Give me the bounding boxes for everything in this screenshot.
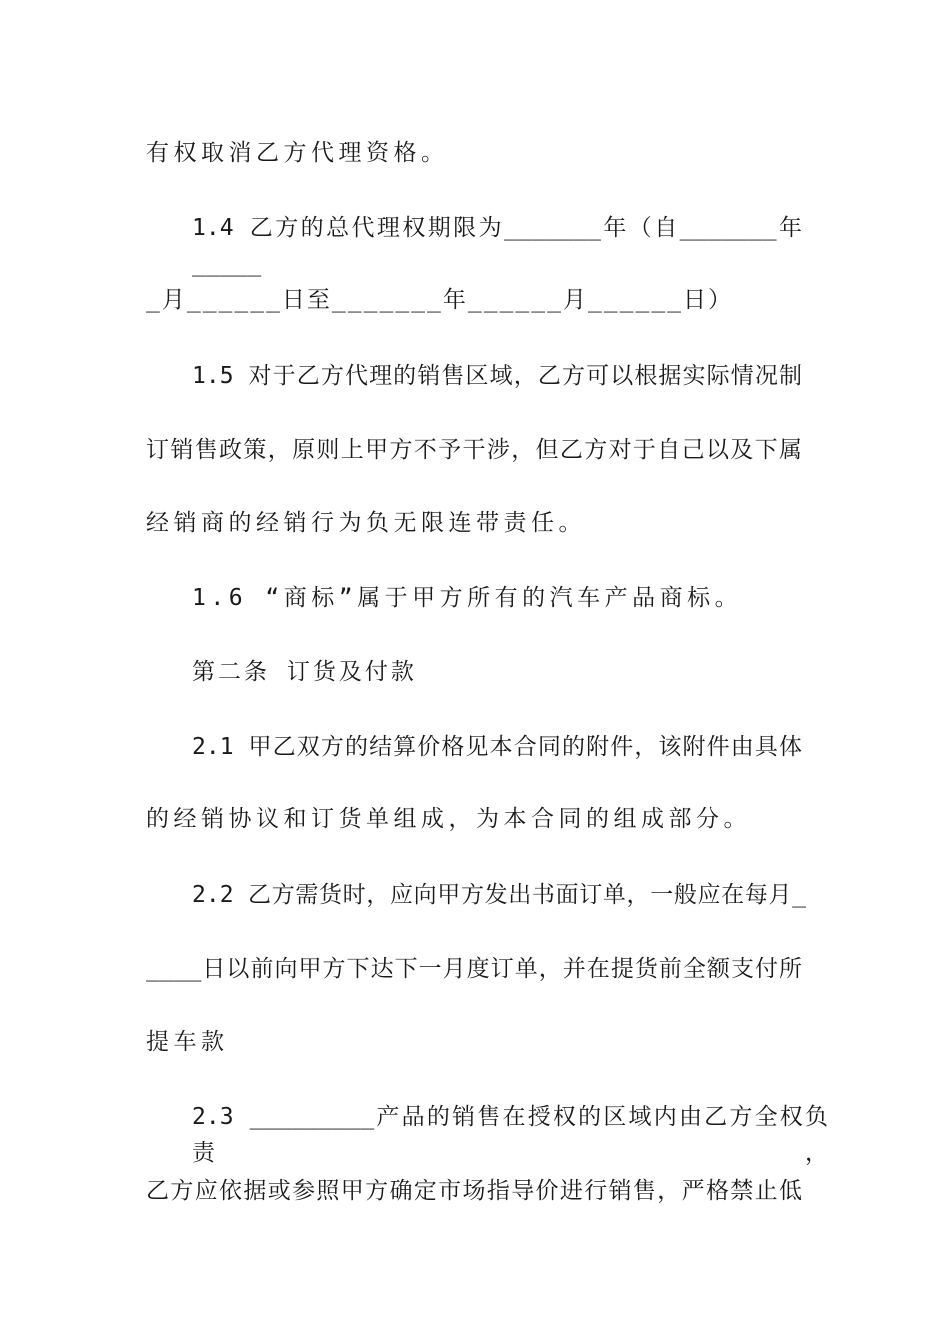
clause-1-4-line-1: 1.4 乙方的总代理权期限为_______年（自_______年_____: [192, 215, 802, 277]
clause-2-1-line-1: 2.1 甲乙双方的结算价格见本合同的附件，该附件由具体: [192, 734, 802, 760]
clause-1-5-line-2: 订销售政策，原则上甲方不予干涉，但乙方对于自己以及下属: [146, 437, 802, 463]
clause-2-1-line-2: 的经销协议和订货单组成，为本合同的组成部分。: [146, 806, 751, 832]
clause-2-3-line-2: 乙方应依据或参照甲方确定市场指导价进行销售，严格禁止低: [146, 1178, 802, 1204]
clause-1-4-line-2: _月______日至_______年______月______日）: [146, 287, 734, 313]
clause-2-3-line-1: 2.3 _________产品的销售在授权的区域内由乙方全权负责，: [192, 1104, 828, 1166]
clause-2-2-line-2: ____日以前向甲方下达下一月度订单，并在提货前全额支付所: [146, 956, 802, 982]
text-line-1: 有权取消乙方代理资格。: [146, 140, 449, 166]
article-2-heading: 第二条 订货及付款: [192, 659, 417, 685]
clause-1-6-line-1: 1.6 “商标”属于甲方所有的汽车产品商标。: [192, 585, 743, 611]
clause-1-5-line-1: 1.5 对于乙方代理的销售区域，乙方可以根据实际情况制: [192, 363, 802, 389]
clause-2-2-line-3: 提车款: [146, 1029, 229, 1055]
clause-2-2-line-1: 2.2 乙方需货时，应向甲方发出书面订单，一般应在每月_: [192, 882, 806, 908]
clause-1-5-line-3: 经销商的经销行为负无限连带责任。: [146, 510, 586, 536]
